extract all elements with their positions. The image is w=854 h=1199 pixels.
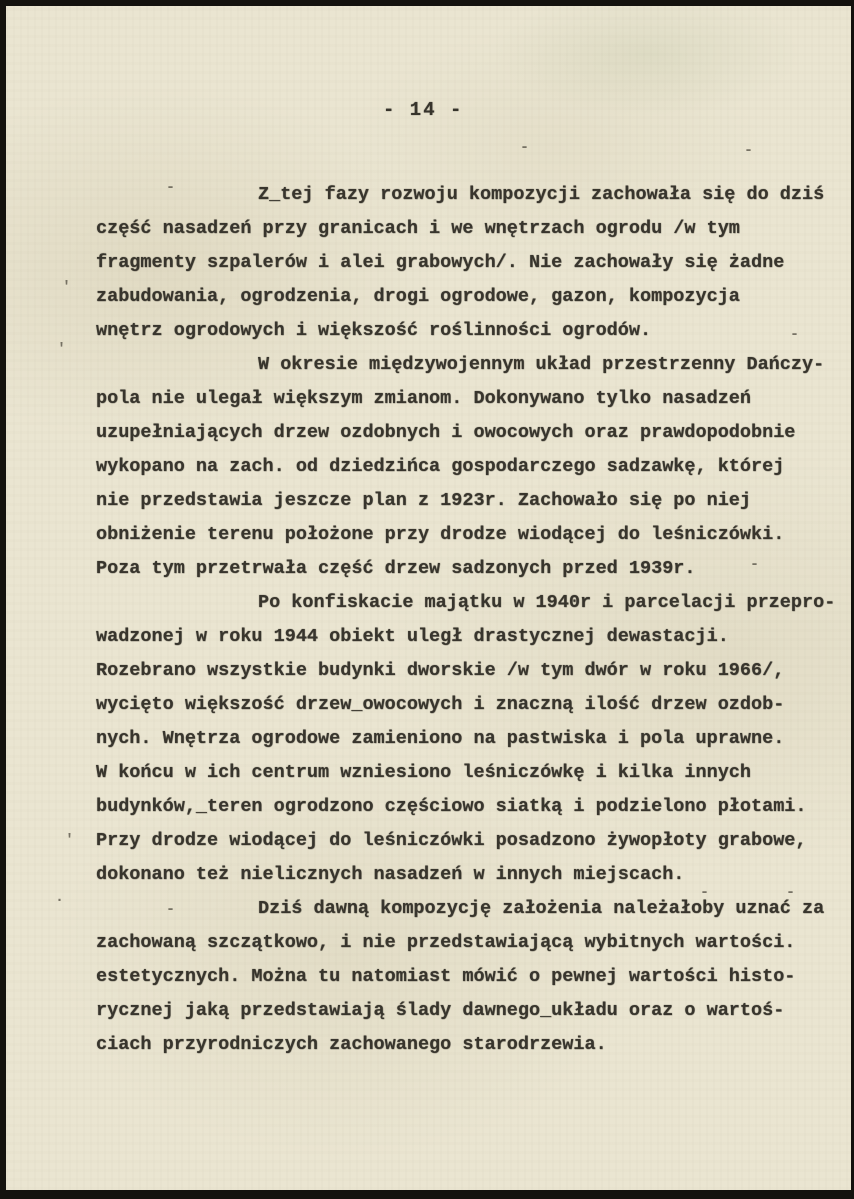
text-line: W końcu w ich centrum wzniesiono leśniczówkę i kilka innych	[96, 762, 752, 783]
text-line: budynków,_teren ogrodzono częściowo siatką i podzielono płotami.	[96, 796, 807, 817]
ink-speck: -	[744, 142, 754, 159]
text-line: zabudowania, ogrodzenia, drogi ogrodowe, gazon, kompozycja	[96, 286, 740, 307]
ink-speck: -	[790, 326, 800, 343]
text-line: Przy drodze wiodącej do leśniczówki posadzono żywopłoty grabowe,	[96, 830, 807, 851]
text-line: dokonano też nielicznych nasadzeń w innych miejscach.	[96, 864, 685, 885]
text-line: wadzonej w roku 1944 obiekt uległ drastycznej dewastacji.	[96, 626, 729, 647]
ink-speck: -	[166, 179, 176, 196]
text-line: pola nie ulegał większym zmianom. Dokonywano tylko nasadzeń	[96, 388, 752, 409]
text-line: rycznej jaką przedstawiają ślady dawnego_układu oraz o wartoś-	[96, 1000, 785, 1021]
text-line: W okresie międzywojennym układ przestrzenny Dańczy-	[258, 354, 825, 375]
ink-speck: .	[55, 889, 65, 906]
text-line: część nasadzeń przy granicach i we wnętrzach ogrodu /w tym	[96, 218, 740, 239]
ink-speck: '	[62, 279, 72, 296]
ink-speck: -	[750, 556, 760, 573]
text-line: Poza tym przetrwała część drzew sadzonych przed 1939r.	[96, 558, 696, 579]
text-line: Dziś dawną kompozycję założenia należałoby uznać za	[258, 898, 825, 919]
text-line: nych. Wnętrza ogrodowe zamieniono na pastwiska i pola uprawne.	[96, 728, 785, 749]
text-line: nie przedstawia jeszcze plan z 1923r. Zachowało się po niej	[96, 490, 752, 511]
text-line: ciach przyrodniczych zachowanego starodrzewia.	[96, 1034, 607, 1055]
text-line: obniżenie terenu położone przy drodze wiodącej do leśniczówki.	[96, 524, 785, 545]
text-line: wnętrz ogrodowych i większość roślinności ogrodów.	[96, 320, 652, 341]
text-line: wycięto większość drzew_owocowych i znaczną ilość drzew ozdob-	[96, 694, 785, 715]
text-line: wykopano na zach. od dziedzińca gospodarczego sadzawkę, której	[96, 456, 785, 477]
paper	[6, 6, 851, 1190]
text-line: zachowaną szczątkowo, i nie przedstawiającą wybitnych wartości.	[96, 932, 796, 953]
paragraph	[96, 348, 825, 586]
text-line: uzupełniających drzew ozdobnych i owocowych oraz prawdopodobnie	[96, 422, 796, 443]
paragraph	[96, 892, 825, 1062]
ink-speck: -	[166, 901, 176, 918]
text-line: Po konfiskacie majątku w 1940r i parcelacji przepro-	[258, 592, 836, 613]
ink-speck: -	[700, 884, 710, 901]
ink-speck: '	[65, 832, 75, 849]
ink-speck: -	[786, 884, 796, 901]
ink-speck: '	[57, 341, 67, 358]
paragraph	[96, 178, 825, 348]
paragraph	[96, 586, 836, 892]
text-line: Rozebrano wszystkie budynki dworskie /w tym dwór w roku 1966/,	[96, 660, 785, 681]
ink-speck: -	[520, 139, 530, 156]
page-number: - 14 -	[383, 99, 464, 121]
text-line: Z_tej fazy rozwoju kompozycji zachowała się do dziś	[258, 184, 825, 205]
text-line: fragmenty szpalerów i alei grabowych/. Nie zachowały się żadne	[96, 252, 785, 273]
text-line: estetycznych. Można tu natomiast mówić o pewnej wartości histo-	[96, 966, 796, 987]
document-body	[96, 178, 836, 1062]
